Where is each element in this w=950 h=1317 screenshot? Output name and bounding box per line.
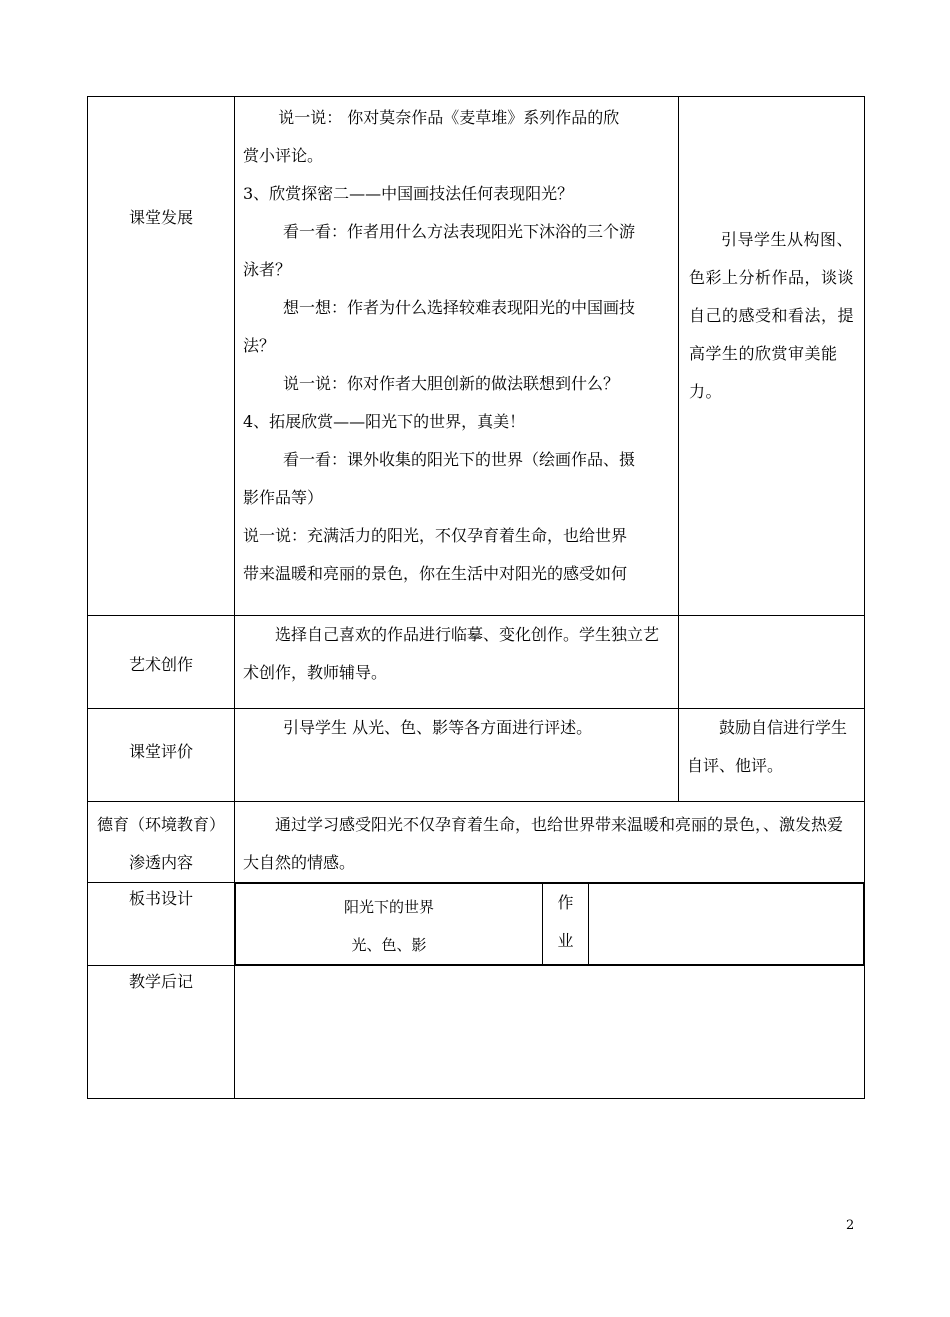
development-content-cell [235, 97, 679, 616]
development-line-10: 看一看：课外收集的阳光下的世界（绘画作品、摄 [283, 450, 636, 469]
development-line-1: 说一说： 你对莫奈作品《麦草堆》系列作品的欣 [278, 108, 620, 127]
development-label: 课堂发展 [128, 208, 193, 227]
evaluation-row [88, 709, 865, 802]
moral-label-line-2: 渗透内容 [128, 853, 193, 872]
development-line-7: 法？ [243, 336, 276, 355]
evaluation-note-cell [679, 709, 865, 802]
notes-row [88, 966, 865, 1099]
development-row [88, 97, 865, 616]
moral-row [88, 802, 865, 883]
development-line-2: 赏小评论。 [243, 146, 324, 165]
board-label: 板书设计 [128, 889, 193, 908]
notes-label: 教学后记 [128, 972, 193, 991]
homework-label-line-2: 业 [557, 931, 574, 950]
board-inner-table [235, 883, 864, 965]
evaluation-label: 课堂评价 [128, 742, 193, 761]
development-line-9: 4、拓展欣赏——阳光下的世界，真美！ [243, 412, 526, 431]
creation-content-cell [235, 616, 679, 709]
creation-label: 艺术创作 [128, 655, 193, 674]
moral-text: 通过学习感受阳光不仅孕育着生命，也给世界带来温暖和亮丽的景色，、激发热爱大自然的情感。 [243, 815, 844, 872]
evaluation-label-cell [88, 709, 235, 802]
creation-label-cell [88, 616, 235, 709]
board-row [88, 883, 865, 966]
board-label-cell [88, 883, 235, 966]
homework-content-cell [589, 884, 864, 965]
development-line-11: 影作品等） [243, 488, 324, 507]
creation-note-cell [679, 616, 865, 709]
development-line-5: 泳者？ [243, 260, 292, 279]
development-line-6: 想一想：作者为什么选择较难表现阳光的中国画技 [283, 298, 636, 317]
page-number: 2 [846, 1218, 855, 1233]
board-subtitle: 光、色、影 [351, 936, 427, 954]
notes-label-cell [88, 966, 235, 1099]
creation-row [88, 616, 865, 709]
lesson-plan-table [87, 96, 865, 1099]
evaluation-note: 鼓励自信进行学生自评、他评。 [687, 718, 848, 775]
development-line-3: 3、欣赏探密二——中国画技法任何表现阳光？ [243, 184, 574, 203]
homework-label-cell [542, 884, 588, 965]
development-label-cell [88, 97, 235, 616]
board-title: 阳光下的世界 [343, 898, 434, 916]
development-line-4: 看一看：作者用什么方法表现阳光下沐浴的三个游 [283, 222, 636, 241]
development-line-8: 说一说：你对作者大胆创新的做法联想到什么？ [283, 374, 620, 393]
creation-text: 选择自己喜欢的作品进行临摹、变化创作。学生独立艺术创作，教师辅导。 [243, 625, 660, 682]
homework-label-line-1: 作 [557, 893, 574, 912]
notes-content-cell [235, 966, 865, 1099]
development-note-cell [679, 97, 865, 616]
development-line-13: 带来温暖和亮丽的景色，你在生活中对阳光的感受如何 [243, 564, 628, 583]
board-content-cell [235, 883, 865, 966]
moral-label-line-1: 德育（环境教育） [96, 815, 225, 834]
moral-content-cell [235, 802, 865, 883]
development-content [235, 97, 678, 593]
development-note: 引导学生从构图、色彩上分析作品，谈谈自己的感受和看法，提高学生的欣赏审美能力。 [689, 230, 855, 401]
development-line-12: 说一说：充满活力的阳光，不仅孕育着生命，也给世界 [243, 526, 628, 545]
evaluation-text: 引导学生 从光、色、影等各方面进行评述。 [283, 718, 593, 737]
moral-label-cell [88, 802, 235, 883]
board-design-cell [236, 884, 543, 965]
moral-label [88, 802, 234, 882]
evaluation-content-cell [235, 709, 679, 802]
